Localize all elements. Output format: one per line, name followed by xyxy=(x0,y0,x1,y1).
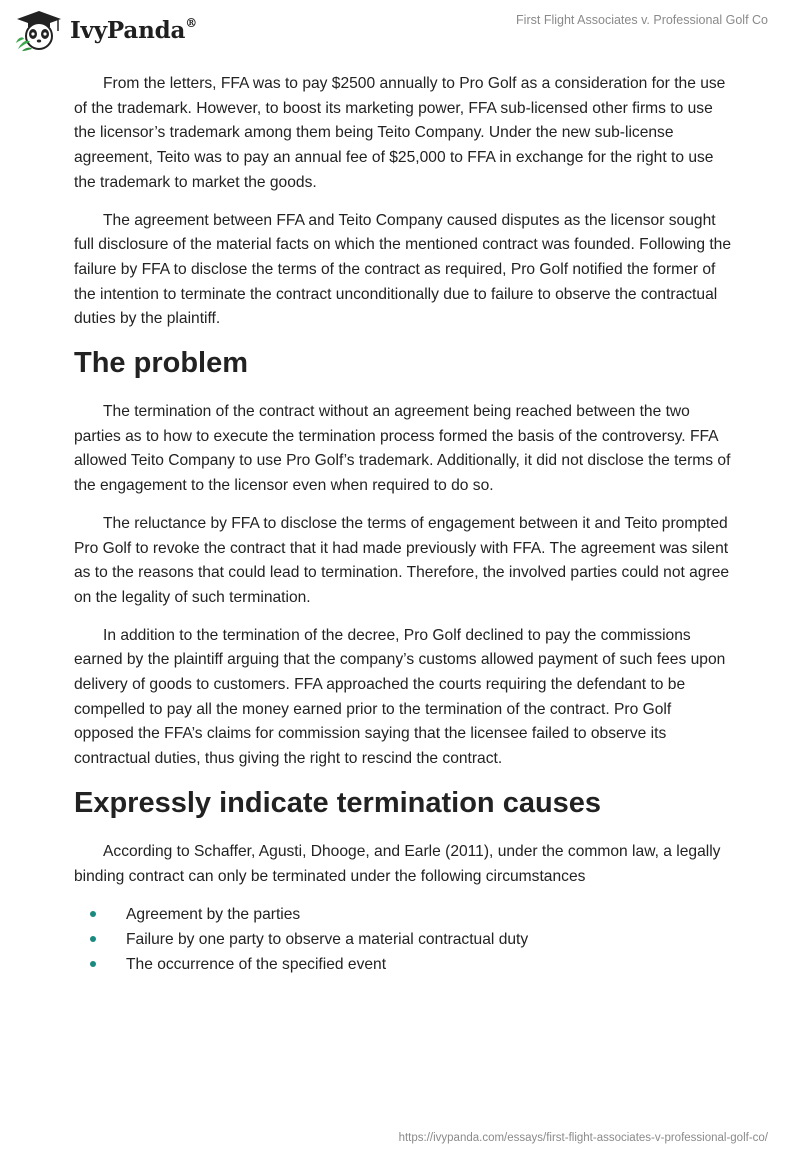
list-item: Failure by one party to observe a material contractual duty xyxy=(74,927,734,952)
panda-mascot-icon xyxy=(14,9,64,51)
bullet-dot-icon xyxy=(90,936,96,942)
bullet-dot-icon xyxy=(90,961,96,967)
essay-body xyxy=(74,72,734,977)
list-item: Agreement by the parties xyxy=(74,902,734,927)
paragraph: From the letters, FFA was to pay $2500 annually to Pro Golf as a consideration for the use of the trademark. However, to boost its marketing power, FFA sub-licensed other firms to use the licensor’s trademark among them being Teito Company. Under the new sub-license agreement, Teito was to pay an annual fee of $25,000 to FFA in exchange for the right to use the trademark to market the goods. xyxy=(74,75,726,191)
section-heading-problem: The problem xyxy=(74,347,249,380)
bullet-dot-icon xyxy=(90,911,96,917)
paragraph: According to Schaffer, Agusti, Dhooge, and Earle (2011), under the common law, a legally binding contract can only be terminated under the following circumstances xyxy=(74,842,721,885)
document-title: First Flight Associates v. Professional Golf Co xyxy=(516,13,768,27)
paragraph: The reluctance by FFA to disclose the terms of engagement between it and Teito prompted Pro Golf to revoke the contract that it had made previously with FFA. The agreement was silent as to the reasons that could lead to termination. Therefore, the involved parties could not agree on the legality of such termination. xyxy=(74,514,730,606)
termination-circumstances-list xyxy=(74,902,734,977)
source-url[interactable]: https://ivypanda.com/essays/first-flight-associates-v-professional-golf-co/ xyxy=(398,1132,768,1144)
page-header xyxy=(0,0,800,70)
paragraph: In addition to the termination of the decree, Pro Golf declined to pay the commissions earned by the plaintiff arguing that the company’s customs allowed payment of such fees upon delivery of goods to customers. FFA approached the courts requiring the defendant to be compelled to pay all the money earned prior to the termination of the contract. Pro Golf opposed the FFA’s claims for commission saying that the licensee failed to observe its contractual duties, thus giving the right to rescind the contract. xyxy=(74,626,726,768)
ivypanda-logo[interactable] xyxy=(14,9,197,51)
section-heading-termination: Expressly indicate termination causes xyxy=(74,786,602,819)
paragraph: The agreement between FFA and Teito Company caused disputes as the licensor sought full disclosure of the material facts on which the mentioned contract was founded. Following the failure by FFA to disclose the terms of the contract as required, Pro Golf notified the former of the intention to terminate the contract unconditionally due to failure to observe the contractual duties by the plaintiff. xyxy=(74,211,732,328)
paragraph: The termination of the contract without an agreement being reached between the two parties as to how to execute the termination process formed the basis of the controversy. FFA allowed Teito Company to use Pro Golf’s trademark. Additionally, it did not disclose the terms of the engagement to the licensor even when required to do so. xyxy=(74,403,731,495)
list-item: The occurrence of the specified event xyxy=(74,952,734,977)
brand-name: IvyPanda® xyxy=(70,15,197,44)
